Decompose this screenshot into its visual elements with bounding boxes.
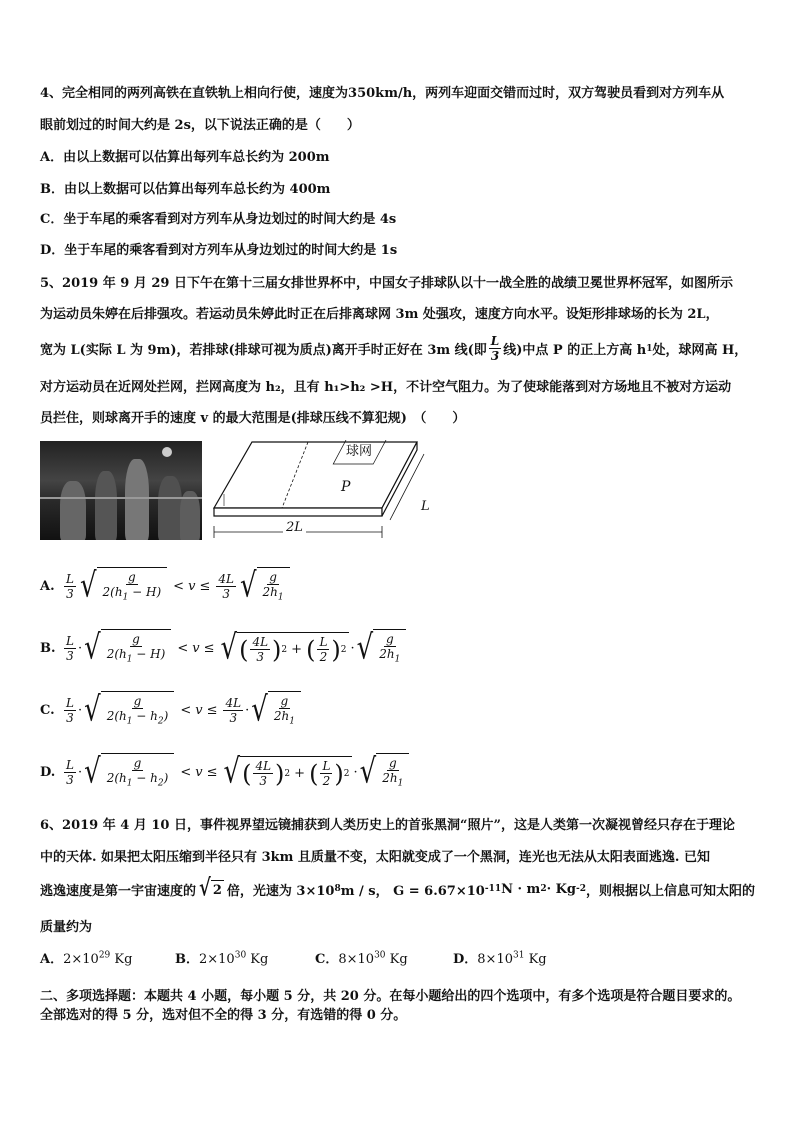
volleyball-photo: [40, 441, 202, 540]
q4-option-d: D．坐于车尾的乘客看到对方列车从身边划过的时间大约是 1s: [40, 243, 398, 258]
q5-option-c: C. $\frac{L}{3}$ · √ $\frac{g}{2(h_1 - h_2)}$ < v ≤ $\frac{4L}{3}$ · √ $\frac{g}{2h_1}$: [40, 690, 303, 730]
q5-option-a: A. $\frac{L}{3}$ √ $\frac{g}{2(h_1 - H)}$ < v ≤ $\frac{4L}{3}$ √ $\frac{g}{2h_1}$: [40, 566, 292, 606]
court-point-label: P: [341, 479, 351, 495]
q6-stem-line1: 6、2019 年 4 月 10 日，事件视界望远镜捕获到人类历史上的首张黑洞“照片”，这是人类第一次凝视曾经只存在于理论: [40, 818, 735, 833]
q6-option-a: A．$2\times 10^{29}$ Kg: [40, 950, 133, 967]
q4-option-a: A．由以上数据可以估算出每列车总长约为 200m: [40, 150, 330, 165]
q5-stem-line3: 宽为 L(实际 L 为 9m)，若排球(排球可视为质点)离开手时正好在 3m 线(即 $\frac{L}{3}$ 线)中点 P 的正上方高 h 1 处，球网高 H，: [40, 334, 748, 363]
q5-stem-line1: 5、2019 年 9 月 29 日下午在第十三届女排世界杯中，中国女子排球队以十一战全胜的战绩卫冕世界杯冠军，如图所示: [40, 276, 733, 291]
q4-option-b: B．由以上数据可以估算出每列车总长约为 400m: [40, 182, 331, 197]
q5-stem-line4: 对方运动员在近网处拦网，拦网高度为 h₂，且有 h₁>h₂ >H，不计空气阻力。为了使球能落到对方场地且不被对方运动: [40, 380, 732, 395]
court-diagram: [212, 440, 432, 542]
q5-stem-line2: 为运动员朱婷在后排强攻。若运动员朱婷此时正在后排离球网 3m 处强攻，速度方向水平。设矩形排球场的长为 2L，: [40, 307, 719, 322]
court-width-label: L: [421, 499, 430, 514]
q4-stem-line1: 4、完全相同的两列高铁在直铁轨上相向行使，速度为350km/h，两列车迎面交错而过时，双方驾驶员看到对方列车从: [40, 86, 725, 101]
q6-option-b: B．$2\times 10^{30}$ Kg: [175, 950, 269, 967]
q5-stem-line5: 员拦住，则球离开手的速度 v 的最大范围是(排球压线不算犯规) （ ）: [40, 411, 466, 426]
court-net-label: 球网: [346, 444, 373, 459]
fraction-l-over-3: $\frac{L}{3}$: [490, 334, 500, 363]
q6-stem-line3: 逃逸速度是第一宇宙速度的 √ 2 倍，光速为 3×10 8 m / s， G = 6.67×10 -11 N · m 2 · Kg -2 ，则根据以上信息可知太阳的: [40, 874, 756, 902]
section2-intro-line2: 全部选对的得 5 分，选对但不全的得 3 分，有选错的得 0 分。: [40, 1008, 407, 1023]
q6-option-c: C．$8\times 10^{30}$ Kg: [315, 950, 408, 967]
q6-stem-line4: 质量约为: [40, 920, 93, 935]
court-length-label: 2L: [283, 520, 306, 535]
q4-stem-line2: 眼前划过的时间大约是 2s，以下说法正确的是（ ）: [40, 118, 360, 133]
q5-option-b: B. $\frac{L}{3}$ · √ $\frac{g}{2(h_1 - H)}$ < v ≤ √ ( $\frac{4L}{3}$ ) 2 + ( $\frac{L}{2}$ ) 2 · √ $\frac{g}{2h_1}$: [40, 628, 408, 668]
section2-intro-line1: 二、多项选择题：本题共 4 小题，每小题 5 分，共 20 分。在每小题给出的四个选项中，有多个选项是符合题目要求的。: [40, 989, 741, 1004]
q6-stem-line2: 中的天体. 如果把太阳压缩到半径只有 3km 且质量不变，太阳就变成了一个黑洞，连光也无法从太阳表面逃逸. 已知: [40, 850, 710, 865]
q5-option-d: D. $\frac{L}{3}$ · √ $\frac{g}{2(h_1 - h_2)}$ < v ≤ √ ( $\frac{4L}{3}$ ) 2 + ( $\frac{L}{2}$ ) 2 · √ $\frac{g}{2h_1}$: [40, 752, 411, 792]
q6-option-d: D．$8\times 10^{31}$ Kg: [453, 950, 547, 967]
q4-option-c: C．坐于车尾的乘客看到对方列车从身边划过的时间大约是 4s: [40, 212, 397, 227]
